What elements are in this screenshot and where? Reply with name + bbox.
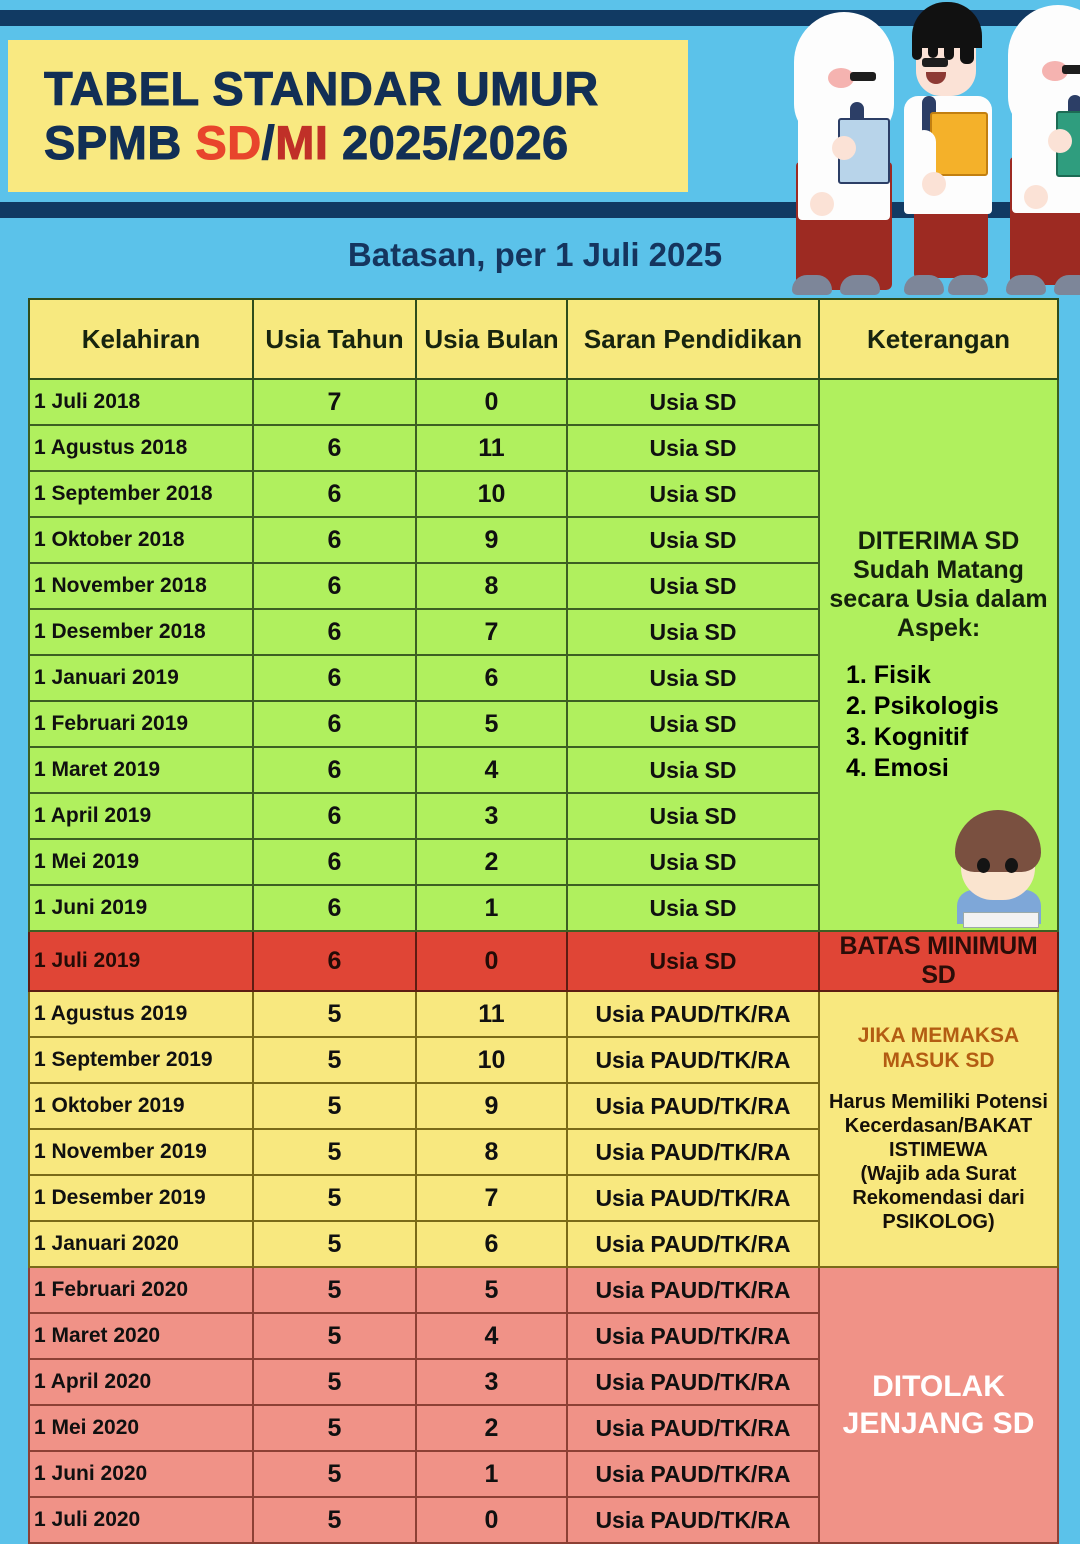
age-standard-table [28,298,1057,1544]
cell-saran: Usia PAUD/TK/RA [567,1221,819,1267]
cell-usia-tahun: 5 [253,1129,416,1175]
cell-kelahiran: 1 Juli 2019 [29,931,253,991]
cell-kelahiran: 1 Oktober 2018 [29,517,253,563]
cell-saran: Usia SD [567,379,819,425]
cell-usia-bulan: 11 [416,991,567,1037]
cell-usia-tahun: 5 [253,1175,416,1221]
title-sd: SD [195,116,262,169]
cell-kelahiran: 1 Agustus 2018 [29,425,253,471]
cell-kelahiran: 1 Juli 2018 [29,379,253,425]
cell-usia-tahun: 6 [253,839,416,885]
table-row [29,379,1058,425]
cell-saran: Usia PAUD/TK/RA [567,1037,819,1083]
ket-heading-line2: Sudah Matang [853,555,1024,584]
aspect-item-2: 2. Psikologis [846,691,999,720]
table-header-row [29,299,1058,379]
cell-usia-bulan: 7 [416,1175,567,1221]
title-box [8,40,688,192]
page-title-line2 [44,116,688,170]
cell-saran: Usia PAUD/TK/RA [567,1405,819,1451]
cell-usia-bulan: 9 [416,1083,567,1129]
cell-saran: Usia SD [567,517,819,563]
cell-kelahiran: 1 April 2019 [29,793,253,839]
aspect-item-3: 3. Kognitif [846,722,969,751]
col-header-usia-bulan: Usia Bulan [416,299,567,379]
cell-usia-tahun: 5 [253,1497,416,1543]
cell-kelahiran: 1 Juli 2020 [29,1497,253,1543]
cell-kelahiran: 1 April 2020 [29,1359,253,1405]
cell-usia-tahun: 5 [253,1451,416,1497]
ditolak-line2: JENJANG SD [842,1407,1035,1440]
harus-line2: Kecerdasan/BAKAT [844,1114,1033,1137]
cell-usia-tahun: 6 [253,609,416,655]
cell-kelahiran: 1 Januari 2020 [29,1221,253,1267]
cell-usia-tahun: 5 [253,1037,416,1083]
cell-usia-tahun: 5 [253,1359,416,1405]
table [28,298,1059,1544]
cell-kelahiran: 1 Agustus 2019 [29,991,253,1037]
cell-saran: Usia SD [567,839,819,885]
aspect-item-4: 4. Emosi [846,753,949,782]
cell-usia-bulan: 11 [416,425,567,471]
three-students-icon [760,0,1080,295]
subtitle: Batasan, per 1 Juli 2025 [347,236,723,273]
cell-saran: Usia SD [567,563,819,609]
cell-saran: Usia SD [567,425,819,471]
cell-usia-tahun: 6 [253,471,416,517]
cell-usia-bulan: 4 [416,747,567,793]
cell-usia-bulan: 0 [416,931,567,991]
keterangan-diterima-sd [819,379,1058,931]
cell-usia-tahun: 5 [253,991,416,1037]
cell-saran: Usia SD [567,747,819,793]
cell-usia-tahun: 5 [253,1083,416,1129]
cell-usia-bulan: 9 [416,517,567,563]
student-girl-left-icon [788,10,900,295]
harus-line4: (Wajib ada Surat [860,1162,1017,1185]
cell-kelahiran: 1 November 2019 [29,1129,253,1175]
col-header-keterangan: Keterangan [819,299,1058,379]
col-header-kelahiran: Kelahiran [29,299,253,379]
cell-saran: Usia SD [567,655,819,701]
cell-kelahiran: 1 Oktober 2019 [29,1083,253,1129]
cell-usia-bulan: 5 [416,1267,567,1313]
cell-saran: Usia SD [567,793,819,839]
cell-usia-tahun: 6 [253,885,416,931]
jika-line1: JIKA MEMAKSA [857,1024,1020,1048]
cell-saran: Usia PAUD/TK/RA [567,991,819,1037]
harus-line3: ISTIMEWA [889,1138,988,1161]
keterangan-jika-memaksa [819,991,1058,1267]
keterangan-batas-minimum [819,931,1058,991]
keterangan-ditolak [819,1267,1058,1543]
ditolak-line1: DITOLAK [872,1369,1005,1403]
cell-usia-tahun: 6 [253,793,416,839]
batas-minimum-label: BATAS MINIMUM SD [839,932,1038,989]
cell-kelahiran: 1 Maret 2019 [29,747,253,793]
cell-saran: Usia SD [567,885,819,931]
cell-saran: Usia PAUD/TK/RA [567,1175,819,1221]
cell-saran: Usia PAUD/TK/RA [567,1313,819,1359]
cell-usia-bulan: 8 [416,563,567,609]
cell-usia-tahun: 6 [253,747,416,793]
cell-saran: Usia SD [567,931,819,991]
title-spmb: SPMB [44,116,196,169]
ket-heading-line1: DITERIMA SD [857,526,1020,555]
cell-usia-bulan: 7 [416,609,567,655]
cell-usia-bulan: 4 [416,1313,567,1359]
cell-kelahiran: 1 Januari 2019 [29,655,253,701]
title-years: 2025/2026 [328,116,569,169]
jika-line2: MASUK SD [882,1049,995,1072]
cell-kelahiran: 1 November 2018 [29,563,253,609]
cell-usia-tahun: 5 [253,1221,416,1267]
cell-usia-tahun: 5 [253,1405,416,1451]
student-girl-right-icon [1004,5,1080,295]
cell-usia-tahun: 5 [253,1313,416,1359]
table-row-batas-minimum [29,931,1058,991]
cell-usia-tahun: 6 [253,425,416,471]
cell-saran: Usia PAUD/TK/RA [567,1083,819,1129]
title-slash: / [261,116,276,169]
cell-usia-bulan: 5 [416,701,567,747]
cell-kelahiran: 1 Maret 2020 [29,1313,253,1359]
cell-kelahiran: 1 September 2018 [29,471,253,517]
page-title-line1: TABEL STANDAR UMUR [44,62,599,116]
harus-line5: Rekomendasi dari [852,1186,1025,1209]
cell-usia-bulan: 3 [416,793,567,839]
cell-usia-bulan: 10 [416,1037,567,1083]
cell-saran: Usia PAUD/TK/RA [567,1129,819,1175]
cell-kelahiran: 1 Juni 2020 [29,1451,253,1497]
aspect-item-1: 1. Fisik [846,660,931,689]
ket-heading-line3: secara Usia dalam [829,585,1048,613]
cell-kelahiran: 1 Mei 2019 [29,839,253,885]
cell-kelahiran: 1 September 2019 [29,1037,253,1083]
cell-usia-bulan: 2 [416,839,567,885]
cell-saran: Usia SD [567,609,819,655]
table-row [29,991,1058,1037]
cell-usia-bulan: 0 [416,379,567,425]
cell-kelahiran: 1 Desember 2018 [29,609,253,655]
col-header-saran-pendidikan: Saran Pendidikan [567,299,819,379]
cell-saran: Usia PAUD/TK/RA [567,1359,819,1405]
cell-usia-bulan: 6 [416,655,567,701]
col-header-usia-tahun: Usia Tahun [253,299,416,379]
cell-kelahiran: 1 Februari 2020 [29,1267,253,1313]
cell-usia-bulan: 0 [416,1497,567,1543]
cell-usia-tahun: 5 [253,1267,416,1313]
cell-kelahiran: 1 Desember 2019 [29,1175,253,1221]
cell-usia-bulan: 3 [416,1359,567,1405]
cell-usia-bulan: 8 [416,1129,567,1175]
table-row [29,1267,1058,1313]
cell-usia-tahun: 6 [253,655,416,701]
title-mi: MI [275,116,329,169]
cell-kelahiran: 1 Mei 2020 [29,1405,253,1451]
ket-heading-line4: Aspek: [896,614,981,643]
harus-line1: Harus Memiliki Potensi [829,1090,1048,1113]
cell-usia-tahun: 7 [253,379,416,425]
cell-usia-bulan: 6 [416,1221,567,1267]
cell-kelahiran: 1 Februari 2019 [29,701,253,747]
cell-usia-tahun: 6 [253,931,416,991]
cell-saran: Usia PAUD/TK/RA [567,1267,819,1313]
cell-saran: Usia SD [567,701,819,747]
cell-saran: Usia SD [567,471,819,517]
cell-usia-tahun: 6 [253,563,416,609]
cell-saran: Usia PAUD/TK/RA [567,1451,819,1497]
cell-usia-bulan: 2 [416,1405,567,1451]
cell-usia-tahun: 6 [253,701,416,747]
boy-writing-icon [947,810,1051,926]
cell-usia-bulan: 1 [416,1451,567,1497]
harus-line6: PSIKOLOG) [882,1210,995,1233]
cell-saran: Usia PAUD/TK/RA [567,1497,819,1543]
cell-kelahiran: 1 Juni 2019 [29,885,253,931]
cell-usia-bulan: 1 [416,885,567,931]
cell-usia-bulan: 10 [416,471,567,517]
cell-usia-tahun: 6 [253,517,416,563]
